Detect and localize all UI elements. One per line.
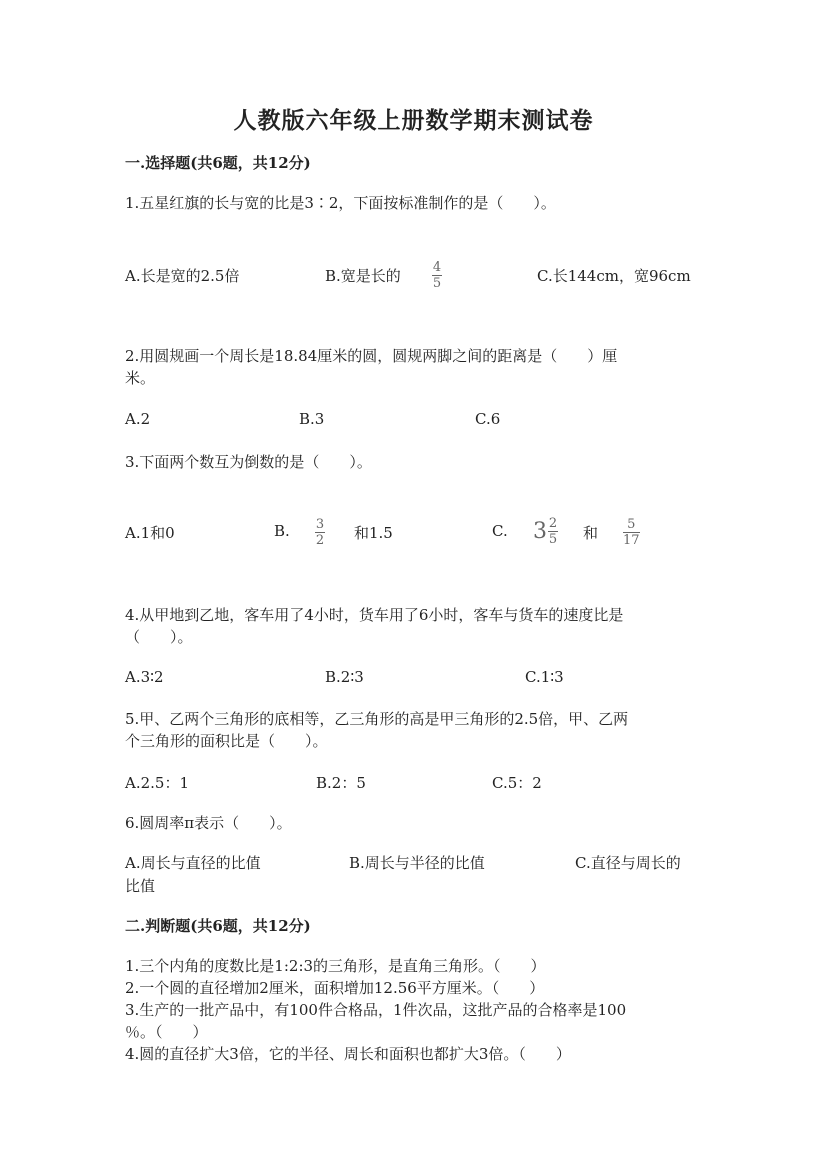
fraction-numerator: 2 [548, 516, 558, 531]
q2-option-b: B.3 [299, 410, 325, 428]
question-5-line-1: 5.甲、乙两个三角形的底相等，乙三角形的高是甲三角形的2.5倍，甲、乙两 [125, 710, 629, 728]
q5-option-c: C.5：2 [492, 774, 542, 792]
question-5-line-2: 个三角形的面积比是（ ）。 [125, 732, 328, 750]
fraction-numerator: 5 [627, 517, 636, 532]
q1-option-c: C.长144cm，宽96cm [537, 267, 691, 285]
q3-option-c-mixed-number [533, 516, 558, 547]
q3-option-c-fraction [623, 517, 640, 548]
question-6: 6.圆周率π表示（ ）。 [125, 814, 292, 832]
q3-option-b-label: B. [274, 522, 290, 540]
fraction-denominator: 5 [432, 276, 442, 291]
question-4-line-2: （ ）。 [125, 628, 193, 646]
q6-option-a: A.周长与直径的比值 [125, 854, 261, 872]
q5-option-a: A.2.5：1 [125, 774, 189, 792]
q3-option-c-label: C. [492, 522, 508, 540]
q4-option-c: C.1∶3 [525, 668, 564, 686]
q6-option-b: B.周长与半径的比值 [349, 854, 485, 872]
q2-option-c: C.6 [475, 410, 501, 428]
q2-option-a: A.2 [125, 410, 151, 428]
q1-option-b-fraction [432, 260, 442, 291]
mixed-whole: 3 [533, 519, 547, 544]
question-4-line-1: 4.从甲地到乙地，客车用了4小时，货车用了6小时，客车与货车的速度比是 [125, 606, 624, 624]
fraction-denominator: 2 [315, 533, 325, 548]
q3-option-b-suffix: 和1.5 [354, 524, 393, 542]
fraction-numerator: 3 [315, 517, 325, 532]
q5-option-b: B.2：5 [316, 774, 366, 792]
q4-option-b: B.2∶3 [325, 668, 364, 686]
fraction-denominator: 17 [623, 533, 640, 548]
fraction-denominator: 5 [548, 532, 558, 547]
judge-item-2: 2.一个圆的直径增加2厘米，面积增加12.56平方厘米。（ ） [125, 979, 545, 997]
judge-item-3: 3.生产的一批产品中，有100件合格品，1件次品，这批产品的合格率是100 [125, 1001, 627, 1019]
q3-option-c-and: 和 [583, 524, 599, 542]
q6-option-c-continued: 比值 [125, 877, 156, 895]
section-heading-true-false: 二.判断题(共6题，共12分) [125, 917, 311, 935]
judge-item-4: 4.圆的直径扩大3倍，它的半径、周长和面积也都扩大3倍。（ ） [125, 1045, 571, 1063]
section-heading-choice: 一.选择题(共6题，共12分) [125, 154, 311, 172]
question-1: 1.五星红旗的长与宽的比是3∶2，下面按标准制作的是（ ）。 [125, 194, 556, 212]
fraction-numerator: 4 [432, 260, 442, 275]
q3-option-a: A.1和0 [125, 524, 175, 542]
q3-option-b-fraction [315, 517, 325, 548]
q1-option-b: B.宽是长的 [325, 267, 401, 285]
question-3: 3.下面两个数互为倒数的是（ ）。 [125, 453, 372, 471]
judge-item-3-continued: ％。（ ） [125, 1023, 208, 1041]
q6-option-c: C.直径与周长的 [575, 854, 681, 872]
question-2-line-1: 2.用圆规画一个周长是18.84厘米的圆，圆规两脚之间的距离是（ ）厘 [125, 347, 618, 365]
judge-item-1: 1.三个内角的度数比是1:2:3的三角形，是直角三角形。（ ） [125, 957, 546, 975]
question-2-line-2: 米。 [125, 369, 156, 387]
q1-option-a: A.长是宽的2.5倍 [125, 267, 240, 285]
q4-option-a: A.3∶2 [125, 668, 164, 686]
page-title: 人教版六年级上册数学期末测试卷 [233, 107, 594, 134]
